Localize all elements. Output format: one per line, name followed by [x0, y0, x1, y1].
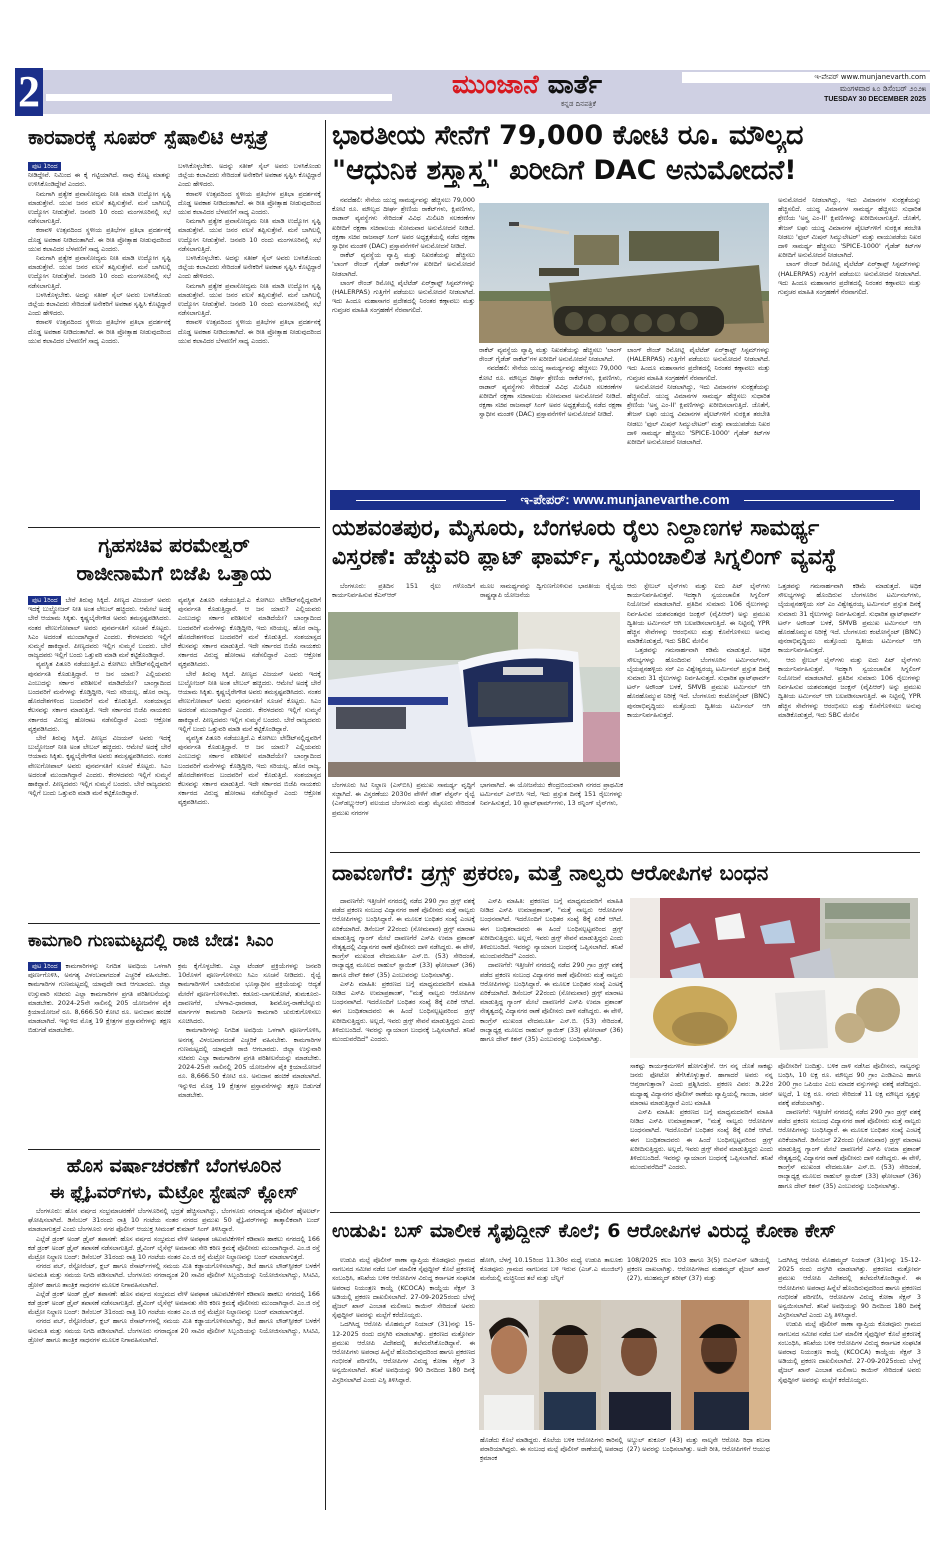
epaper-url[interactable]: ಇ-ಪೇಪರ್ www.munjanevarth.com — [682, 72, 930, 83]
railway-col-2 — [480, 781, 623, 843]
newyear-text-4: ಎಲ್ಲೆಡೆ ಡ್ರಂಕ್ ಅಂಡ್ ಡ್ರೈವ್ ತಪಾಸಣೆ: ಹೊಸ ವರ್ಷದ ಸಂಭ್ರಮದ ವೇಳೆ ಅಪಘಾತ ಚಟುವಟಿಕೆಗಳಿಗೆ ಕಡಿವಾಣ ಹಾಕಲು ನಗರದಲ್ಲಿ 166 ಕಡೆ ಡ್ರಂಕ್ ಅಂಡ್ ಡ್ರೈವ್ ತಪಾಸಣೆ ನಡೆಸಲಾಗುತ್ತಿದೆ. ಡ್ರೈವಿಂಗ್ ಲೈಸೆನ್ಸ್ ಅಮಾನತು ಸೇರಿ ಕಠಿಣ ಕ್ರಮಕ್ಕೆ ಪೊಲೀಸರು ಮುಂದಾಗಿದ್ದಾರೆ. ಎಂ.ಜಿ ರಸ್ತೆ ಮೆಟ್ರೋ ನಿಲ್ದಾಣ ಬಂದ್: ಡಿಸೆಂಬರ್ 31ರಂದು ರಾತ್ರಿ 10 ಗಂಟೆಯ ನಂತರ ಎಂ.ಜಿ ರಸ್ತೆ ಮೆಟ್ರೋ ನಿಲ್ದಾಣವನ್ನು ಬಂದ್ ಮಾಡಲಾಗುತ್ತದೆ. — [28, 1289, 320, 1317]
masthead-divider — [46, 94, 392, 101]
udupi-col-2 — [480, 1256, 623, 1296]
dac-text-1: ನವದೆಹಲಿ: ಸೇನೆಯ ಯುದ್ಧ ಸಾಮರ್ಥ್ಯವನ್ನು ಹೆಚ್ಚಿಸಲು 79,000 ಕೋಟಿ ರೂ. ಮೌಲ್ಯದ ದೀರ್ಘ ಶ್ರೇಣಿಯ ರಾಕೆಟ್‌ಗಳು, ಕ್ಷಿಪಣಿಗಳು, ರಾಡಾರ್ ವ್ಯವಸ್ಥೆಗಳು ಸೇರಿದಂತೆ ವಿವಿಧ ಮಿಲಿಟರಿ ಸಲಕರಣೆಗಳ ಖರೀದಿಗೆ ರಕ್ಷಣಾ ಸಚಿವಾಲಯ ಸೋಮವಾರ ಅನುಮೋದನೆ ನೀಡಿದೆ. ರಕ್ಷಣಾ ಸಚಿವ ರಾಜನಾಥ್ ಸಿಂಗ್ ಅವರ ಅಧ್ಯಕ್ಷತೆಯಲ್ಲಿ ನಡೆದ ರಕ್ಷಣಾ ಸ್ವಾಧೀನ ಮಂಡಳಿ (DAC) ಪ್ರಸ್ತಾವನೆಗಳಿಗೆ ಅನುಮೋದನೆ ನೀಡಿದೆ. — [332, 196, 475, 251]
udupi-col-2b — [480, 1436, 623, 1508]
karwar-text-3: ಕರಾವಳಿ ಉತ್ಸವದಿಂದ ಸ್ಥಳೀಯ ಪ್ರತಿಭೆಗಳ ಪ್ರತಿಭಾ ಪ್ರದರ್ಶನಕ್ಕೆ ದೊಡ್ಡ ಅವಕಾಶ ನೀಡಿದಂತಾಗಿದೆ. ಈ ರೀತಿ ಪ್ರೋತ್ಸಾಹ ನೀಡುವುದರಿಂದ ಯುವ ಕಲಾವಿದರ ಬೆಳವಣಿಗೆ ಸಾಧ್ಯ ಎಂದರು. — [28, 226, 171, 253]
davanagere-text-4: ಪೊಲೀಸರಿಗೆ ಬಂದಿತ್ತು. ಬಳಿಕ ದಾಳಿ ನಡೆಸಿದ ಪೊಲೀಸರು, ನಾಲ್ವರನ್ನು ಬಂಧಿಸಿ, 10 ಲಕ್ಷ ರೂ. ಮೌಲ್ಯದ 90 ಗ್ರಾಂ ಎಂಡಿಎಂಎ ಹಾಗೂ 200 ಗ್ರಾಂ ಒಪಿಯಂ ಎಂಬ ಮಾದಕ ವಸ್ತುಗಳನ್ನು ವಶಕ್ಕೆ ಪಡೆದಿದ್ದರು. ಅಲ್ಲದೆ, 1 ಲಕ್ಷ ರೂ. ನಗದು ಸೇರಿದಂತೆ 11 ಲಕ್ಷ ಮೌಲ್ಯದ ಸ್ವತ್ತನ್ನು ವಶಕ್ಕೆ ಪಡೆಯಲಾಗಿತ್ತು. — [778, 1062, 921, 1107]
newyear-text-5: ನಗರದ ಪಬ್, ರೆಸ್ಟೋರೆಂಟ್, ಕ್ಲಬ್ ಹಾಗೂ ರೆಸಾರ್ಟ್‌ಗಳಲ್ಲಿ ಸಮಯ ಮಿತಿ ಕಡ್ಡಾಯಗೊಳಿಸಲಾಗಿದ್ದು, ಡಿಜೆ ಹಾಗೂ ಲೌಡ್‌ಸ್ಪೀಕರ್ ಬಳಕೆಗೆ ಅನುಮತಿ ಮತ್ತು ಸಮಯ ನಿಗದಿ ಪಡಿಸಲಾಗಿದೆ. ಬೆಂಗಳೂರು ನಗರಾದ್ಯಂತ 20 ಸಾವಿರ ಪೊಲೀಸ್ ಸಿಬ್ಬಂದಿಯನ್ನು ನಿಯೋಜಿಸಲಾಗಿದ್ದು, ಸಿಸಿಟಿವಿ, ಡ್ರೋನ್ ಹಾಗೂ ತಾಂತ್ರಿಕ ಸಾಧನಗಳ ಮೂಲಕ ನಿಗಾವಹಿಸಲಾಗಿದೆ. — [28, 1317, 320, 1344]
railway-text-1a: ಬೆಂಗಳೂರು: ಪ್ರತಿದಿನ 151 ರೈಲು ಗಳೊಂದಿಗೆ ಕಾರ್ಯನಿರ್ವಹಿಸುವ ಕೆಎಸ್ಆರ್ — [332, 582, 475, 600]
udupi-col-4 — [778, 1256, 921, 1508]
section-rule — [28, 527, 320, 528]
kamagari-text-2b: ಕಾಮಗಾರಿಗಳನ್ನು ನಿಗದಿತ ಅವಧಿಯ ಒಳಗಾಗಿ ಪೂರ್ಣಗೊಳಿಸಿ, ಅನಗತ್ಯ ವಿಳಂಬವಾಗದಂತೆ ಎಚ್ಚರಿಕೆ ವಹಿಸಬೇಕು. ಕಾಮಗಾರಿಗಳ ಗುಣಮಟ್ಟದಲ್ಲಿ ಯಾವುದೇ ರಾಜಿ ಆಗಬಾರದು. ಜಿಲ್ಲಾ ಉಸ್ತುವಾರಿ ಸಚಿವರು ಎಲ್ಲಾ ಕಾಮಗಾರಿಗಳ ಪ್ರಗತಿ ಪರಿಶೀಲನೆಯನ್ನು ಮಾಡಬೇಕು. 2024-25ನೇ ಸಾಲಿನಲ್ಲಿ 205 ಯೋಜನೆಗಳ ಪೈಕಿ ಕ್ರಿಯಾಯೋಜನೆ ರೂ. 8,666.50 ಕೋಟಿ ರೂ. ಅನುದಾನ ಹಂಚಿಕೆ ಮಾಡಲಾಗಿದೆ. ಇನ್ನುಳಿದ ಮೊತ್ತ 19 ಕ್ಷೇತ್ರಗಳ ಪ್ರಸ್ತಾವನೆಗಳನ್ನು ತಕ್ಷಣ ಬಿಡುಗಡೆ ಮಾಡಬೇಕು. — [178, 1026, 321, 1099]
drugs-photo — [630, 898, 918, 1058]
railway-text-2a: ಮೂಲ ಸಾಮರ್ಥ್ಯವನ್ನು ದ್ವಿಗುಣಗೊಳಿಸುವ ಭಾರತೀಯ ರೈಲ್ವೆಯ ರಾಷ್ಟ್ರವ್ಯಾಪಿ ಯೋಜನೆಯ — [480, 582, 623, 600]
parameshwar-text-2b: ಬೇರೆ ತಿರುವು ಸಿಕ್ಕಿದೆ. ಪೀಣ್ಯದ ವಿಜಯನ್ ಅವರು ಇದಕ್ಕೆ ಬುಲ್ಡೋಜರ್ ನೀತಿ ಅಂತ ಲೇಬಲ್ ಹಚ್ಚಿದರು. ಆಮೇಲೆ ಅದಕ್ಕೆ ಬೇರೆ ಆಯಾಮ ಸಿಕ್ಕಿತು. ಕೃಷ್ಣಬೈರೇಗೌಡ ಅವರು ತಮಸ್ಪಷ್ಟಪಡಿಸಿದರು. ನಂತರ ವೇಣುಗೋಪಾಲ್ ಅವರು ಪುನರ್ವಸತಿಗೆ ಸೂಚನೆ ಕೊಟ್ಟರು. ಸಿಎಂ ಅದರಂತೆ ಮುಂದಾಗಿದ್ದಾರೆ ಎಂದರು. ಕೇರಳದವರು ಇಲ್ಲಿಗೆ ಸುಮ್ಮನೆ ಹಾಕಿದ್ದಾರೆ. ಪೀಣ್ಯದವರು ಇಲ್ಲಿಗ ಸುಮ್ಮನೆ ಬಂದರು. ಬೇರೆ ರಾಜ್ಯದವರು ಇಲ್ಲಿಗೆ ಬಂದು ಒತ್ತುವರಿ ಮಾಡಿ ಮನೆ ಕಟ್ಟಿಕೊಂಡಿದ್ದಾರೆ. — [178, 669, 321, 733]
dac-text-4: ಅನುಮೋದನೆ ನೀಡಲಾಗಿದ್ದು, ಇದು ವಿಮಾನಗಳ ಸುರಕ್ಷತೆಯನ್ನು ಹೆಚ್ಚಿಸಲಿದೆ. ಯುದ್ಧ ವಿಮಾನಗಳ ಸಾಮರ್ಥ್ಯ ಹೆಚ್ಚಿಸಲು ಸುಧಾರಿತ ಶ್ರೇಣಿಯ 'ಅಸ್ತ್ರ ಎಂ-II' ಕ್ಷಿಪಣಿಗಳನ್ನು ಖರೀದಿಸಲಾಗುತ್ತಿದೆ. ಜೊತೆಗೆ, ತೇಜಸ್ ಲಘು ಯುದ್ಧ ವಿಮಾನಗಳ ಪೈಲಟ್‌ಗಳಿಗೆ ಸುರಕ್ಷಿತ ತರಬೇತಿ ನೀಡಲು 'ಫುಲ್ ಮಿಷನ್ ಸಿಮ್ಯುಲೇಟರ್' ಮತ್ತು ವಾಯುಪಡೆಯ ನಿಖರ ದಾಳಿ ಸಾಮರ್ಥ್ಯ ಹೆಚ್ಚಿಸಲು 'SPICE-1000' ಗೈಡೆಡ್ ಕಿಟ್‌ಗಳ ಖರೀದಿಗೆ ಅನುಮೋದನೆ ನೀಡಲಾಗಿದೆ. — [778, 196, 921, 260]
tank-photo — [479, 203, 769, 343]
railway-text-3b: ಒತ್ತಡವನ್ನು ಗಮನಾರ್ಹವಾಗಿ ಕಡಿಮೆ ಮಾಡುತ್ತದೆ. ಅಧಿಕ ಸೌಲಭ್ಯಗಳನ್ನು ಹೊಂದಿರುವ ಬೆಂಗಳೂರಿನ ಟರ್ಮಿನಲ್‌ಗಳು, ಬೈಯಪ್ಪನಹಳ್ಳಿಯ ಸರ್ ಎಂ ವಿಶ್ವೇಶ್ವರಯ್ಯ ಟರ್ಮಿನಲ್ ಪ್ರಸ್ತುತ ದಿನಕ್ಕೆ ಸುಮಾರು 31 ರೈಲುಗಳನ್ನು ನಿರ್ವಹಿಸುತ್ತದೆ. ಸುಧಾರಿತ ಪ್ಲಾಟ್‌ಫಾರ್ಮ್ ಟರ್ನ್ ಅರೌಂಡ್ ಬಳಕೆ, SMVB ಪ್ರಮುಖ ಟರ್ಮಿನಲ್ ಆಗಿ ಹೊರಹೊಮ್ಮುವ ನಿರೀಕ್ಷೆ ಇದೆ. ಬೆಂಗಳೂರು ಕಂಟೋನ್ಮೆಂಟ್ (BNC) ಪುನರಾಭಿವೃದ್ಧಿಯು ಮತ್ತೊಂದು ದ್ವಿತೀಯ ಟರ್ಮಿನಲ್ ಆಗಿ ಕಾರ್ಯನಿರ್ವಹಿಸುತ್ತದೆ. — [627, 646, 770, 719]
udupi-col-3 — [627, 1256, 770, 1296]
udupi-text-1: ಉಡುಪಿ ಮಲ್ಪೆ ಪೊಲೀಸ್ ಠಾಣಾ ವ್ಯಾಪ್ತಿಯ ಕೊಡವೂರು ಗ್ರಾಮದ ನಾಗಬನದ ಸಮೀಪ ನಡೆದ ಬಸ್ ಮಾಲೀಕ ಸೈಫುದ್ದೀನ್ ಕೊಲೆ ಪ್ರಕರಣಕ್ಕೆ ಸಂಬಂಧಿಸಿ, ತನಿಖೆಯ ಬಳಿಕ ಆರೋಪಿಗಳ ವಿರುದ್ಧ ಕರ್ನಾಟಕ ಸಂಘಟಿತ ಅಪರಾಧ ನಿಯಂತ್ರಣ ಕಾಯ್ದೆ (KCOCA) ಕಾಯ್ದೆಯ ಸೆಕ್ಷನ್ 3 ಅಡಿಯಲ್ಲಿ ಪ್ರಕರಣ ದಾಖಲಿಸಲಾಗಿದೆ. 27-09-2025ರಂದು ಬೆಳಗ್ಗೆ ಫೈಜಲ್ ಖಾನ್ ಎಂಬಾತ ಮಲಿಸಾಬ ಕಾಯಿನ್ ಸೇರಿದಂತೆ ಅವರು ಸೈಫುದ್ದೀನ್ ಅವರನ್ನು ಮಲ್ಪೆಗೆ ಕರೆದೊಯ್ದರು. — [332, 1256, 475, 1320]
davanagere-text-3b: ಎಸ್‌ಪಿ ಮಾಹಿತಿ: ಪ್ರಕರಣದ ಬಗ್ಗೆ ಮಾಧ್ಯಮದವರಿಗೆ ಮಾಹಿತಿ ನೀಡಿದ ಎಸ್‌ಪಿ ಉಮಾಪ್ರಶಾಂತ್, "ಮತ್ತೆ ನಾಲ್ವರು ಆರೋಪಿಗಳ ಬಂಧನವಾಗಿದೆ. ಇದರೊಂದಿಗೆ ಬಂಧಿತರ ಸಂಖ್ಯೆ 8ಕ್ಕೆ ಏರಿಕೆ ಆಗಿದೆ. ಈಗ ಬಂಧಿತರಾದವರು ಈ ಹಿಂದೆ ಬಂಧಿಸಲ್ಪಟ್ಟವರಿಂದ ಡ್ರಗ್ಸ್ ಖರೀದಿಸುತ್ತಿದ್ದರು. ಅಲ್ಲದೆ, ಇವರು ಡ್ರಗ್ಸ್ ಸೇವನೆ ಮಾಡುತ್ತಿದ್ದರು ಎಂದು ತಿಳಿದುಬಂದಿದೆ. ಇವರನ್ನು ನ್ಯಾಯಾಂಗ ಬಂಧನಕ್ಕೆ ಒಪ್ಪಿಸಲಾಗಿದೆ. ತನಿಖೆ ಮುಂದುವರೆದಿದೆ" ಎಂದರು. — [630, 1108, 773, 1172]
karwar-text-11: ನಿಮಗಾಗಿ ಪ್ರತ್ಯೇಕ ಪ್ರವಾಸೋದ್ಯಮ ನೀತಿ ಮಾಡಿ ಉದ್ಯೋಗ ಸೃಷ್ಟಿ ಮಾಡುತ್ತೇವೆ. ಯುವ ಜನರ ವಲಸೆ ತಪ್ಪಿಸುತ್ತೇವೆ. ಮನೆ ಬಾಗಿಲಲ್ಲಿ ಉದ್ಯೋಗ ನೀಡುತ್ತೇವೆ. ಜನವರಿ 10 ರಂದು ಮಂಗಳೂರಿನಲ್ಲಿ ಸಭೆ ನಡೆಸಲಾಗುತ್ತಿದೆ. — [178, 281, 321, 318]
parameshwar-text-1c: ಬೇರೆ ತಿರುವು ಸಿಕ್ಕಿದೆ. ಪೀಣ್ಯದ ವಿಜಯನ್ ಅವರು ಇದಕ್ಕೆ ಬುಲ್ಡೋಜರ್ ನೀತಿ ಅಂತ ಲೇಬಲ್ ಹಚ್ಚಿದರು. ಆಮೇಲೆ ಅದಕ್ಕೆ ಬೇರೆ ಆಯಾಮ ಸಿಕ್ಕಿತು. ಕೃಷ್ಣಬೈರೇಗೌಡ ಅವರು ತಮಸ್ಪಷ್ಟಪಡಿಸಿದರು. ನಂತರ ವೇಣುಗೋಪಾಲ್ ಅವರು ಪುನರ್ವಸತಿಗೆ ಸೂಚನೆ ಕೊಟ್ಟರು. ಸಿಎಂ ಅದರಂತೆ ಮುಂದಾಗಿದ್ದಾರೆ ಎಂದರು. ಕೇರಳದವರು ಇಲ್ಲಿಗೆ ಸುಮ್ಮನೆ ಹಾಕಿದ್ದಾರೆ. ಪೀಣ್ಯದವರು ಇಲ್ಲಿಗ ಸುಮ್ಮನೆ ಬಂದರು. ಬೇರೆ ರಾಜ್ಯದವರು ಇಲ್ಲಿಗೆ ಬಂದು ಒತ್ತುವರಿ ಮಾಡಿ ಮನೆ ಕಟ್ಟಿಕೊಂಡಿದ್ದಾರೆ. — [28, 734, 171, 798]
newyear-text-1: ಬೆಂಗಳೂರು: ಹೊಸ ವರ್ಷದ ಸಂಭ್ರಮಾಚರಣೆಗೆ ಬೆಂಗಳೂರಿನಲ್ಲಿ ಭದ್ರತೆ ಹೆಚ್ಚಿಸಲಾಗಿದ್ದು, ಬೆಂಗಳೂರು ನಗರಾದ್ಯಂತ ಪೊಲೀಸ್ ಹೈಅಲರ್ಟ್ ಘೋಷಿಸಲಾಗಿದೆ. ಡಿಸೆಂಬರ್ 31ರಂದು ರಾತ್ರಿ 10 ಗಂಟೆಯ ನಂತರ ನಗರದ ಪ್ರಮುಖ 50 ಫ್ಲೈಓವರ್‌ಗಳನ್ನು ತಾತ್ಕಾಲಿಕವಾಗಿ ಬಂದ್ ಮಾಡಲಾಗುತ್ತದೆ ಎಂದು ಬೆಂಗಳೂರು ನಗರ ಪೊಲೀಸ್ ಆಯುಕ್ತ ಸೀಮಂತ್ ಕುಮಾರ್ ಸಿಂಗ್ ತಿಳಿಸಿದ್ದಾರೆ. — [28, 1207, 320, 1234]
karwar-text-2: ನಿಮಗಾಗಿ ಪ್ರತ್ಯೇಕ ಪ್ರವಾಸೋದ್ಯಮ ನೀತಿ ಮಾಡಿ ಉದ್ಯೋಗ ಸೃಷ್ಟಿ ಮಾಡುತ್ತೇವೆ. ಯುವ ಜನರ ವಲಸೆ ತಪ್ಪಿಸುತ್ತೇವೆ. ಮನೆ ಬಾಗಿಲಲ್ಲಿ ಉದ್ಯೋಗ ನೀಡುತ್ತೇವೆ. ಜನವರಿ 10 ರಂದು ಮಂಗಳೂರಿನಲ್ಲಿ ಸಭೆ ನಡೆಸಲಾಗುತ್ತಿದೆ. — [28, 189, 171, 226]
railway-text-4b: ಆರು ಸ್ಟೇಬಲ್ ಲೈನ್‌ಗಳು ಮತ್ತು ಐದು ಪಿಟ್ ಲೈನ್‌ಗಳು ಕಾರ್ಯನಿರ್ವಹಿಸುತ್ತವೆ. ಇದಕ್ಕಾಗಿ ಸ್ವಯಂಚಾಲಿತ ಸಿಗ್ನಲಿಂಗ್ ನಿಯೋಜನೆ ಮಾಡಲಾಗಿದೆ. ಪ್ರತಿದಿನ ಸುಮಾರು 106 ರೈಲುಗಳನ್ನು ನಿರ್ವಹಿಸುವ ಯಶವಂತಪುರ ಜಂಕ್ಷನ್ (ವೈಪಿಆರ್) ಅನ್ನು ಪ್ರಮುಖ ದ್ವಿತೀಯ ಟರ್ಮಿನಲ್ ಆಗಿ ಬಲಪಡಿಸಲಾಗುತ್ತಿದೆ. ಈ ನಿಟ್ಟಿನಲ್ಲಿ YPR ಹೆಚ್ಚಿನ ಸೇವೆಗಳನ್ನು ಆರಂಭಿಸಲು ಮತ್ತು ಕೊನೆಗೊಳಿಸಲು ಅನುವು ಮಾಡಿಕೊಡುತ್ತದೆ, ಇದು SBC ಮೇಲಿನ — [778, 655, 921, 719]
karwar-text-1: ನೀಡಿದ್ದೇವೆ. ನಿಮಿಂದ ಈ ಕೈ ಗಟ್ಟಿಯಾಗಿದೆ. ನಾವು ಕೊಟ್ಟ ಮಾತನ್ನು ಉಳಿಸಿಕೊಂಡಿದ್ದೇವೆ ಎಂದರು. — [28, 171, 171, 189]
newyear-headline-2: ಈ ಫ್ಲೈಓವರ್‌ಗಳು, ಮೆಟ್ರೋ ಸ್ಟೇಷನ್ ಕ್ಲೋಸ್ — [49, 1183, 299, 1203]
davanagere-col-3 — [630, 1062, 773, 1195]
davanagere-col-2 — [480, 897, 623, 1195]
dac-col-4 — [778, 196, 921, 482]
udupi-text-1b: ಒದಗಿಸಿದ್ದ ಆರೋಪಿ ಮೊಹಮ್ಮದ್ ನಿಯಾಜ್ (31)ನನ್ನು 15-12-2025 ರಂದು ದಸ್ತಗಿರಿ ಮಾಡಲಾಗಿತ್ತು. ಪ್ರಕರಣದ ಮತ್ತೋರ್ವ ಪ್ರಮುಖ ಆರೋಪಿ ವಿದೇಶದಲ್ಲಿ ತಲೆಮರೆಸಿಕೊಂಡಿದ್ದಾನೆ. ಈ ಆರೋಪಿಗಳು ಅಪರಾಧ ಹಿನ್ನೆಲೆ ಹೊಂದಿರುವುದರಿಂದ ಹಾಗೂ ಪ್ರಕರಣದ ಗಂಭೀರತೆ ಪರಿಗಣಿಸಿ, ಆರೋಪಿಗಳ ವಿರುದ್ಧ ಕೋಕಾ ಸೆಕ್ಷನ್ 3 ಅನ್ವಯಿಸಲಾಗಿದೆ. ತನಿಖೆ ಅವಧಿಯನ್ನು 90 ದಿನದಿಂದ 180 ದಿನಕ್ಕೆ ವಿಸ್ತರಿಸಲಾಗಿದೆ ಎಂದು ಎಸ್ಪಿ ತಿಳಿಸಿದ್ದಾರೆ. — [332, 1320, 475, 1384]
karwar-text-4: ನಿಮಗಾಗಿ ಪ್ರತ್ಯೇಕ ಪ್ರವಾಸೋದ್ಯಮ ನೀತಿ ಮಾಡಿ ಉದ್ಯೋಗ ಸೃಷ್ಟಿ ಮಾಡುತ್ತೇವೆ. ಯುವ ಜನರ ವಲಸೆ ತಪ್ಪಿಸುತ್ತೇವೆ. ಮನೆ ಬಾಗಿಲಲ್ಲಿ ಉದ್ಯೋಗ ನೀಡುತ್ತೇವೆ. ಜನವರಿ 10 ರಂದು ಮಂಗಳೂರಿನಲ್ಲಿ ಸಭೆ ನಡೆಸಲಾಗುತ್ತಿದೆ. — [28, 254, 171, 290]
udupi-text-3b: ಅಬ್ದುಲ್ ಶುಕೂರ್ (43) ಮತ್ತು ನಾಲ್ಕನೇ ಆರೋಪಿ ರಿಧಾ ಶಬನಾ (27) ಅವರನ್ನು ಬಂಧಿಸಲಾಗಿತ್ತು. ಅದೇ ರೀತಿ, ಆರೋಪಿಗಳಿಗೆ ಆಯುಧ — [627, 1436, 770, 1454]
railway-col-3 — [627, 582, 770, 844]
continued-badge: ಪುಟ 1ರಿಂದ — [28, 962, 61, 971]
parameshwar-text-2c: ವ್ಯವಸ್ಥಿತ ಪಿತೂರಿ ನಡೆಯುತ್ತಿದೆ.ಎ ಕೋಗಿಲು ಲೇಔಟ್‌ನಲ್ಲಿದ್ದವರಿಗೆ ಪುನರ್ವಸತಿ ಕೊಡುತ್ತಿದ್ದಾರೆ. ಆ ಜನ ಯಾರು? ಎಲ್ಲಿಯವರು ಎಂಬುದನ್ನು ಸರ್ಕಾರ ಪರಿಶೀಲನೆ ಮಾಡಿದೆಯೇ? ಬಾಂಗ್ಲಾದಿಂದ ಬಂದವರಿಗೆ ಮನೆಗಳನ್ನು ಕೊಡ್ತಿದ್ದೀರಿ, ಇದು ಸರಿಯಲ್ಲ. ಹೊರ ರಾಜ್ಯ, ಹೊರದೇಶಗಳಿಂದ ಬಂದವರಿಗೆ ಮನೆ ಕೊಡುತ್ತಿದೆ. ಸಂಶಯಾಸ್ಪದ ಕೆಲಸವನ್ನು ಸರ್ಕಾರ ಮಾಡುತ್ತಿದೆ. ಇದೇ ಸರ್ಕಾರದ ಬಿಜೆಪಿ ನಾಯಕರು ಸರ್ಕಾರದ ವಿರುದ್ಧ ಹೋರಾಟ ನಡೆಸಲಿದ್ದಾರೆ ಎಂದು ಆಕ್ರೋಶ ವ್ಯಕ್ತಪಡಿಸಿದರು. — [178, 734, 321, 807]
udupi-col-1 — [332, 1256, 475, 1508]
logo-title-red: ಮುಂಜಾನೆ — [452, 70, 539, 100]
davanagere-col-1 — [332, 897, 475, 1195]
davanagere-text-3: ಸಾಕಷ್ಟು ಕಾರ್ಯಕ್ರಮಗಳಿಗೆ ಹೋಗುತ್ತೇನೆ. ಆಗ ನನ್ನ ಜೊತೆ ಸಾಕಷ್ಟು ಜನರು ಫೋಟೋ ತೆಗೆಸಿಕೊಳ್ಳುತ್ತಾರೆ. ಹಾಗಾದರೆ ಅವರು ನನ್ನ ಆಪ್ತರಾಗುತ್ತಾರಾ? ಎಂದು ಪ್ರಶ್ನಿಸಿದರು. ಪ್ರಕರಣ ವಿವರ: ಡಿ.22ರ ಮಧ್ಯಾಹ್ನ ವಿದ್ಯಾನಗರ ಪೊಲೀಸ್ ಠಾಣೆಯ ವ್ಯಾಪ್ತಿಯಲ್ಲಿ ಗಾಂಜಾ, ಚರಸ್ ಮಾರಾಟ ಮಾಡುತ್ತಿದ್ದಾರೆ ಎಂಬ ಮಾಹಿತಿ — [630, 1062, 773, 1107]
karwar-text-7: ಬಳಸಿಕೊಳ್ಳಬೇಕು. ಅದನ್ನು ಸತೀಶ್ ಸೈಲ್ ಅವರು ಬಳಸಿಕೊಂಡು ಜಿಲ್ಲೆಯ ಕಲಾವಿದರು ಸೇರಿದಂತೆ ಅನೇಕರಿಗೆ ಅವಕಾಶ ಸೃಷ್ಟಿಸಿ ಕೊಟ್ಟಿದ್ದಾರೆ ಎಂದು ಹೇಳಿದರು. — [178, 162, 321, 189]
column-divider — [325, 120, 326, 1510]
accused-portrait — [479, 1300, 539, 1430]
kamagari-col-1 — [28, 962, 171, 1140]
railway-col-4 — [778, 582, 921, 844]
page-number: 2 — [15, 68, 43, 116]
section-rule — [330, 1212, 920, 1213]
date-kannada: ಮಂಗಳವಾರ ೩೦ ಡಿಸೆಂಬರ್ ೨೦೨೫ — [839, 84, 926, 93]
udupi-text-4b: ಉಡುಪಿ ಮಲ್ಪೆ ಪೊಲೀಸ್ ಠಾಣಾ ವ್ಯಾಪ್ತಿಯ ಕೊಡವೂರು ಗ್ರಾಮದ ನಾಗಬನದ ಸಮೀಪ ನಡೆದ ಬಸ್ ಮಾಲೀಕ ಸೈಫುದ್ದೀನ್ ಕೊಲೆ ಪ್ರಕರಣಕ್ಕೆ ಸಂಬಂಧಿಸಿ, ತನಿಖೆಯ ಬಳಿಕ ಆರೋಪಿಗಳ ವಿರುದ್ಧ ಕರ್ನಾಟಕ ಸಂಘಟಿತ ಅಪರಾಧ ನಿಯಂತ್ರಣ ಕಾಯ್ದೆ (KCOCA) ಕಾಯ್ದೆಯ ಸೆಕ್ಷನ್ 3 ಅಡಿಯಲ್ಲಿ ಪ್ರಕರಣ ದಾಖಲಿಸಲಾಗಿದೆ. 27-09-2025ರಂದು ಬೆಳಗ್ಗೆ ಫೈಜಲ್ ಖಾನ್ ಎಂಬಾತ ಮಲಿಸಾಬ ಕಾಯಿನ್ ಸೇರಿದಂತೆ ಅವರು ಸೈಫುದ್ದೀನ್ ಅವರನ್ನು ಮಲ್ಪೆಗೆ ಕರೆದೊಯ್ದರು. — [778, 1320, 921, 1384]
davanagere-text-2b: ದಾವಣಗೆರೆ: ಇತ್ತೀಚೆಗೆ ನಗರದಲ್ಲಿ ನಡೆದ 290 ಗ್ರಾಂ ಡ್ರಗ್ಸ್ ವಶಕ್ಕೆ ಪಡೆದ ಪ್ರಕರಣ ಸಂಬಂಧ ವಿದ್ಯಾನಗರ ಠಾಣೆ ಪೊಲೀಸರು ಮತ್ತೆ ನಾಲ್ವರು ಆರೋಪಿಗಳನ್ನು ಬಂಧಿಸಿದ್ದಾರೆ. ಈ ಮೂಲಕ ಬಂಧಿತರ ಸಂಖ್ಯೆ ಎಂಟಕ್ಕೆ ಏರಿಕೆಯಾಗಿದೆ. ಡಿಸೆಂಬರ್ 22ರಂದು (ಸೋಮವಾರ) ಡ್ರಗ್ಸ್ ಮಾರಾಟ ಮಾಡುತ್ತಿದ್ದ ಗ್ಯಾಂಗ್ ಮೇಲೆ ದಾವಣಗೆರೆ ಎಸ್‌ಪಿ ಉಮಾ ಪ್ರಶಾಂತ್ ನೇತೃತ್ವದಲ್ಲಿ ವಿದ್ಯಾನಗರ ಠಾಣೆ ಪೊಲೀಸರು ದಾಳಿ ನಡೆಸಿದ್ದರು. ಈ ವೇಳೆ, ಕಾಂಗ್ರೆಸ್ ಮುಖಂಡ ವೇದಮೂರ್ತಿ ಎಸ್.ಬಿ. (53) ಸೇರಿದಂತೆ, ರಾಜ್ಯಾಧ್ಯಕ್ಷ ಮೂಲದ ರಾಹುಲ್ ಸ್ಟಾಯಿಕ್ (33) ಘೋಲಾಪ್ (36) ಹಾಗೂ ದೇವ್ ಕಿಶನ್ (35) ಎಂಬುವರನ್ನು ಬಂಧಿಸಲಾಗಿತ್ತು. — [480, 961, 623, 1044]
davanagere-headline: ದಾವಣಗೆರೆ: ಡ್ರಗ್ಸ್ ಪ್ರಕರಣ, ಮತ್ತೆ ನಾಲ್ವರು ಆರೋಪಿಗಳ ಬಂಧನ — [332, 861, 769, 885]
logo-title-black: ವಾರ್ತೆ — [547, 70, 602, 100]
railway-text-1: ಬೆಂಗಳೂರು ಸಿಟಿ ನಿಲ್ದಾಣ (ಎಸ್‌ಬಿಸಿ) ಪ್ರಮುಖ ಸಾಮರ್ಥ್ಯ ವೃದ್ಧಿಗೆ ಸಜ್ಜಾಗಿದೆ. ಈ ವಿಸ್ತರಣೆಯು 2030ರ ವೇಳೆಗೆ ಸೌತ್ ವೆಸ್ಟರ್ನ್ ರೈಲ್ವೆ (ಎಸ್‌ಡಬ್ಲ್ಯುಆರ್) ವಲಯದ ಬೆಂಗಳೂರು ಮತ್ತು ಮೈಸೂರು ಸೇರಿದಂತೆ ಪ್ರಮುಖ ನಗರಗಳ — [332, 781, 475, 817]
karwar-text-5: ಬಳಸಿಕೊಳ್ಳಬೇಕು. ಅದನ್ನು ಸತೀಶ್ ಸೈಲ್ ಅವರು ಬಳಸಿಕೊಂಡು ಜಿಲ್ಲೆಯ ಕಲಾವಿದರು ಸೇರಿದಂತೆ ಅನೇಕರಿಗೆ ಅವಕಾಶ ಸೃಷ್ಟಿಸಿ ಕೊಟ್ಟಿದ್ದಾರೆ ಎಂದು ಹೇಳಿದರು. — [28, 290, 171, 318]
railway-headline-1: ಯಶವಂತಪುರ, ಮೈಸೂರು, ಬೆಂಗಳೂರು ರೈಲು ನಿಲ್ದಾಣಗಳ ಸಾಮರ್ಥ್ಯ — [332, 516, 820, 541]
karwar-text-6: ಕರಾವಳಿ ಉತ್ಸವದಿಂದ ಸ್ಥಳೀಯ ಪ್ರತಿಭೆಗಳ ಪ್ರತಿಭಾ ಪ್ರದರ್ಶನಕ್ಕೆ ದೊಡ್ಡ ಅವಕಾಶ ನೀಡಿದಂತಾಗಿದೆ. ಈ ರೀತಿ ಪ್ರೋತ್ಸಾಹ ನೀಡುವುದರಿಂದ ಯುವ ಕಲಾವಿದರ ಬೆಳವಣಿಗೆ ಸಾಧ್ಯ ಎಂದರು. — [28, 318, 171, 345]
dac-text-3: ಲಾಂಗ್ ರೇಂಜ್ ರಿಮೋಟ್ಲಿ ಪೈಲೆಟೆಡ್ ಏರ್‌ಕ್ರಾಫ್ಟ್ ಸಿಸ್ಟಮ್‌ಗಳನ್ನು (HALERPAS) ಗುತ್ತಿಗೆಗೆ ಪಡೆಯಲು ಅನುಮೋದನೆ ನೀಡಲಾಗಿದೆ. ಇದು ಹಿಂದೂ ಮಹಾಸಾಗರ ಪ್ರದೇಶದಲ್ಲಿ ನಿರಂತರ ಕಣ್ಗಾವಲು ಮತ್ತು ಗುಪ್ತಚರ ಮಾಹಿತಿ ಸಂಗ್ರಹಣೆಗೆ ನೆರವಾಗಲಿದೆ. — [627, 346, 770, 382]
newyear-headline-1: ಹೊಸ ವರ್ಷಾಚರಣೆಗೆ ಬೆಂಗಳೂರಿನ — [66, 1155, 282, 1177]
date-english: TUESDAY 30 DECEMBER 2025 — [824, 96, 926, 103]
train-photo — [328, 612, 620, 777]
dac-text-3b: ಅನುಮೋದನೆ ನೀಡಲಾಗಿದ್ದು, ಇದು ವಿಮಾನಗಳ ಸುರಕ್ಷತೆಯನ್ನು ಹೆಚ್ಚಿಸಲಿದೆ. ಯುದ್ಧ ವಿಮಾನಗಳ ಸಾಮರ್ಥ್ಯ ಹೆಚ್ಚಿಸಲು ಸುಧಾರಿತ ಶ್ರೇಣಿಯ 'ಅಸ್ತ್ರ ಎಂ-II' ಕ್ಷಿಪಣಿಗಳನ್ನು ಖರೀದಿಸಲಾಗುತ್ತಿದೆ. ಜೊತೆಗೆ, ತೇಜಸ್ ಲಘು ಯುದ್ಧ ವಿಮಾನಗಳ ಪೈಲಟ್‌ಗಳಿಗೆ ಸುರಕ್ಷಿತ ತರಬೇತಿ ನೀಡಲು 'ಫುಲ್ ಮಿಷನ್ ಸಿಮ್ಯುಲೇಟರ್' ಮತ್ತು ವಾಯುಪಡೆಯ ನಿಖರ ದಾಳಿ ಸಾಮರ್ಥ್ಯ ಹೆಚ್ಚಿಸಲು 'SPICE-1000' ಗೈಡೆಡ್ ಕಿಟ್‌ಗಳ ಖರೀದಿಗೆ ಅನುಮೋದನೆ ನೀಡಲಾಗಿದೆ. — [627, 382, 770, 447]
kamagari-headline: ಕಾಮಗಾರಿ ಗುಣಮಟ್ಟದಲ್ಲಿ ರಾಜಿ ಬೇಡ: ಸಿಎಂ — [28, 931, 274, 951]
davanagere-text-2: ಎಸ್‌ಪಿ ಮಾಹಿತಿ: ಪ್ರಕರಣದ ಬಗ್ಗೆ ಮಾಧ್ಯಮದವರಿಗೆ ಮಾಹಿತಿ ನೀಡಿದ ಎಸ್‌ಪಿ ಉಮಾಪ್ರಶಾಂತ್, "ಮತ್ತೆ ನಾಲ್ವರು ಆರೋಪಿಗಳ ಬಂಧನವಾಗಿದೆ. ಇದರೊಂದಿಗೆ ಬಂಧಿತರ ಸಂಖ್ಯೆ 8ಕ್ಕೆ ಏರಿಕೆ ಆಗಿದೆ. ಈಗ ಬಂಧಿತರಾದವರು ಈ ಹಿಂದೆ ಬಂಧಿಸಲ್ಪಟ್ಟವರಿಂದ ಡ್ರಗ್ಸ್ ಖರೀದಿಸುತ್ತಿದ್ದರು. ಅಲ್ಲದೆ, ಇವರು ಡ್ರಗ್ಸ್ ಸೇವನೆ ಮಾಡುತ್ತಿದ್ದರು ಎಂದು ತಿಳಿದುಬಂದಿದೆ. ಇವರನ್ನು ನ್ಯಾಯಾಂಗ ಬಂಧನಕ್ಕೆ ಒಪ್ಪಿಸಲಾಗಿದೆ. ತನಿಖೆ ಮುಂದುವರೆದಿದೆ" ಎಂದರು. — [480, 897, 623, 961]
railway-headline-2: ವಿಸ್ತರಣೆ: ಹೆಚ್ಚುವರಿ ಪ್ಲಾಟ್ ಫಾರ್ಮ್, ಸ್ವಯಂಚಾಲಿತ ಸಿಗ್ನಲಿಂಗ್ ವ್ಯವಸ್ಥೆ — [332, 545, 837, 570]
parameshwar-col-2 — [178, 596, 321, 914]
dac-col-1 — [332, 196, 475, 482]
davanagere-text-1: ದಾವಣಗೆರೆ: ಇತ್ತೀಚೆಗೆ ನಗರದಲ್ಲಿ ನಡೆದ 290 ಗ್ರಾಂ ಡ್ರಗ್ಸ್ ವಶಕ್ಕೆ ಪಡೆದ ಪ್ರಕರಣ ಸಂಬಂಧ ವಿದ್ಯಾನಗರ ಠಾಣೆ ಪೊಲೀಸರು ಮತ್ತೆ ನಾಲ್ವರು ಆರೋಪಿಗಳನ್ನು ಬಂಧಿಸಿದ್ದಾರೆ. ಈ ಮೂಲಕ ಬಂಧಿತರ ಸಂಖ್ಯೆ ಎಂಟಕ್ಕೆ ಏರಿಕೆಯಾಗಿದೆ. ಡಿಸೆಂಬರ್ 22ರಂದು (ಸೋಮವಾರ) ಡ್ರಗ್ಸ್ ಮಾರಾಟ ಮಾಡುತ್ತಿದ್ದ ಗ್ಯಾಂಗ್ ಮೇಲೆ ದಾವಣಗೆರೆ ಎಸ್‌ಪಿ ಉಮಾ ಪ್ರಶಾಂತ್ ನೇತೃತ್ವದಲ್ಲಿ ವಿದ್ಯಾನಗರ ಠಾಣೆ ಪೊಲೀಸರು ದಾಳಿ ನಡೆಸಿದ್ದರು. ಈ ವೇಳೆ, ಕಾಂಗ್ರೆಸ್ ಮುಖಂಡ ವೇದಮೂರ್ತಿ ಎಸ್.ಬಿ. (53) ಸೇರಿದಂತೆ, ರಾಜ್ಯಾಧ್ಯಕ್ಷ ಮೂಲದ ರಾಹುಲ್ ಸ್ಟಾಯಿಕ್ (33) ಘೋಲಾಪ್ (36) ಹಾಗೂ ದೇವ್ ಕಿಶನ್ (35) ಎಂಬುವರನ್ನು ಬಂಧಿಸಲಾಗಿತ್ತು. — [332, 897, 475, 979]
railway-text-2: ಭಾಗವಾಗಿದೆ. ಈ ಯೋಜನೆಯು ಕೇಂದ್ರಬಿಂದುವಾಗಿ ನಗರದ ಪ್ರಾಥಮಿಕ ಟರ್ಮಿನಲ್ ಎಸ್‌ಬಿಸಿ ಇದೆ, ಇದು ಪ್ರಸ್ತುತ ದಿನಕ್ಕೆ 151 ರೈಲುಗಳನ್ನು ನಿರ್ವಹಿಸುತ್ತದೆ, 10 ಪ್ಲಾಟ್‌ಫಾರ್ಮ್‌ಗಳು, 13 ರನ್ನಿಂಗ್ ಲೈನ್‌ಗಳು, — [480, 781, 623, 808]
udupi-text-2: ಹೋಗಿ, ಬೆಳಗ್ಗೆ 10.15ರಿಂದ 11.30ರ ಮಧ್ಯೆ ಉಡುಪಿ ತಾಲೂಕು ಕೊಡವೂರು ಗ್ರಾಮದ ನಾಗಬನದ ಬಳಿ ಇರುವ (ಎಚ್.ಎ ಮಂಜಿಲ್) ಮನೆಯಲ್ಲಿ ಮಚ್ಚಿನಿಂದ ತಲೆ ಮತ್ತು ಬೆನ್ನಿಗೆ — [480, 1256, 623, 1283]
udupi-text-2b: ಹೊಡೆದು ಕೊಲೆ ಮಾಡಿದ್ದರು. ಕೊಲೆಯ ಬಳಿಕ ಆರೋಪಿಗಳು ಕಾರಿನಲ್ಲಿ ಪರಾರಿಯಾಗಿದ್ದರು. ಈ ಸಂಬಂಧ ಮಲ್ಪೆ ಪೊಲೀಸ್ ಠಾಣೆಯಲ್ಲಿ ಅಪರಾಧ ಕ್ರಮಾಂಕ — [480, 1436, 623, 1463]
kamagari-col-2 — [178, 962, 321, 1140]
newyear-text-3: ನಗರದ ಪಬ್, ರೆಸ್ಟೋರೆಂಟ್, ಕ್ಲಬ್ ಹಾಗೂ ರೆಸಾರ್ಟ್‌ಗಳಲ್ಲಿ ಸಮಯ ಮಿತಿ ಕಡ್ಡಾಯಗೊಳಿಸಲಾಗಿದ್ದು, ಡಿಜೆ ಹಾಗೂ ಲೌಡ್‌ಸ್ಪೀಕರ್ ಬಳಕೆಗೆ ಅನುಮತಿ ಮತ್ತು ಸಮಯ ನಿಗದಿ ಪಡಿಸಲಾಗಿದೆ. ಬೆಂಗಳೂರು ನಗರಾದ್ಯಂತ 20 ಸಾವಿರ ಪೊಲೀಸ್ ಸಿಬ್ಬಂದಿಯನ್ನು ನಿಯೋಜಿಸಲಾಗಿದ್ದು, ಸಿಸಿಟಿವಿ, ಡ್ರೋನ್ ಹಾಗೂ ತಾಂತ್ರಿಕ ಸಾಧನಗಳ ಮೂಲಕ ನಿಗಾವಹಿಸಲಾಗಿದೆ. — [28, 1262, 320, 1289]
section-rule — [28, 923, 320, 924]
kamagari-text-1: ಕಾಮಗಾರಿಗಳನ್ನು ನಿಗದಿತ ಅವಧಿಯ ಒಳಗಾಗಿ ಪೂರ್ಣಗೊಳಿಸಿ, ಅನಗತ್ಯ ವಿಳಂಬವಾಗದಂತೆ ಎಚ್ಚರಿಕೆ ವಹಿಸಬೇಕು. ಕಾಮಗಾರಿಗಳ ಗುಣಮಟ್ಟದಲ್ಲಿ ಯಾವುದೇ ರಾಜಿ ಆಗಬಾರದು. ಜಿಲ್ಲಾ ಉಸ್ತುವಾರಿ ಸಚಿವರು ಎಲ್ಲಾ ಕಾಮಗಾರಿಗಳ ಪ್ರಗತಿ ಪರಿಶೀಲನೆಯನ್ನು ಮಾಡಬೇಕು. 2024-25ನೇ ಸಾಲಿನಲ್ಲಿ 205 ಯೋಜನೆಗಳ ಪೈಕಿ ಕ್ರಿಯಾಯೋಜನೆ ರೂ. 8,666.50 ಕೋಟಿ ರೂ. ಅನುದಾನ ಹಂಚಿಕೆ ಮಾಡಲಾಗಿದೆ. ಇನ್ನುಳಿದ ಮೊತ್ತ 19 ಕ್ಷೇತ್ರಗಳ ಪ್ರಸ್ತಾವನೆಗಳನ್ನು ತಕ್ಷಣ ಬಿಡುಗಡೆ ಮಾಡಬೇಕು. — [28, 962, 171, 1035]
logo-tagline: ಕನ್ನಡ ದಿನಪತ್ರಿಕೆ — [560, 100, 596, 108]
karwar-col-1 — [28, 162, 171, 520]
accused-photos — [479, 1300, 771, 1430]
banner-rule-right — [744, 500, 894, 501]
davanagere-col-4 — [778, 1062, 921, 1195]
dac-text-2b: ನವದೆಹಲಿ: ಸೇನೆಯ ಯುದ್ಧ ಸಾಮರ್ಥ್ಯವನ್ನು ಹೆಚ್ಚಿಸಲು 79,000 ಕೋಟಿ ರೂ. ಮೌಲ್ಯದ ದೀರ್ಘ ಶ್ರೇಣಿಯ ರಾಕೆಟ್‌ಗಳು, ಕ್ಷಿಪಣಿಗಳು, ರಾಡಾರ್ ವ್ಯವಸ್ಥೆಗಳು ಸೇರಿದಂತೆ ವಿವಿಧ ಮಿಲಿಟರಿ ಸಲಕರಣೆಗಳ ಖರೀದಿಗೆ ರಕ್ಷಣಾ ಸಚಿವಾಲಯ ಸೋಮವಾರ ಅನುಮೋದನೆ ನೀಡಿದೆ. ರಕ್ಷಣಾ ಸಚಿವ ರಾಜನಾಥ್ ಸಿಂಗ್ ಅವರ ಅಧ್ಯಕ್ಷತೆಯಲ್ಲಿ ನಡೆದ ರಕ್ಷಣಾ ಸ್ವಾಧೀನ ಮಂಡಳಿ (DAC) ಪ್ರಸ್ತಾವನೆಗಳಿಗೆ ಅನುಮೋದನೆ ನೀಡಿದೆ. — [479, 364, 622, 419]
dac-text-1c: ಲಾಂಗ್ ರೇಂಜ್ ರಿಮೋಟ್ಲಿ ಪೈಲೆಟೆಡ್ ಏರ್‌ಕ್ರಾಫ್ಟ್ ಸಿಸ್ಟಮ್‌ಗಳನ್ನು (HALERPAS) ಗುತ್ತಿಗೆಗೆ ಪಡೆಯಲು ಅನುಮೋದನೆ ನೀಡಲಾಗಿದೆ. ಇದು ಹಿಂದೂ ಮಹಾಸಾಗರ ಪ್ರದೇಶದಲ್ಲಿ ನಿರಂತರ ಕಣ್ಗಾವಲು ಮತ್ತು ಗುಪ್ತಚರ ಮಾಹಿತಿ ಸಂಗ್ರಹಣೆಗೆ ನೆರವಾಗಲಿದೆ. — [332, 278, 475, 315]
railway-col-2-top — [480, 582, 623, 610]
epaper-banner-text: ಇ-ಪೇಪರ್: www.munjanevarthe.com — [520, 492, 730, 507]
dac-headline-1: ಭಾರತೀಯ ಸೇನೆಗೆ 79,000 ಕೋಟಿ ರೂ. ಮೌಲ್ಯದ — [332, 120, 804, 151]
dac-text-2: ರಾಕೆಟ್ ವ್ಯವಸ್ಥೆಯ ವ್ಯಾಪ್ತಿ ಮತ್ತು ನಿಖರತೆಯನ್ನು ಹೆಚ್ಚಿಸಲು 'ಲಾಂಗ್ ರೇಂಜ್ ಗೈಡೆಡ್ ರಾಕೆಟ್'ಗಳ ಖರೀದಿಗೆ ಅನುಮೋದನೆ ನೀಡಲಾಗಿದೆ. — [479, 346, 622, 364]
newyear-body — [28, 1207, 320, 1507]
dac-text-1b: ರಾಕೆಟ್ ವ್ಯವಸ್ಥೆಯ ವ್ಯಾಪ್ತಿ ಮತ್ತು ನಿಖರತೆಯನ್ನು ಹೆಚ್ಚಿಸಲು 'ಲಾಂಗ್ ರೇಂಜ್ ಗೈಡೆಡ್ ರಾಕೆಟ್'ಗಳ ಖರೀದಿಗೆ ಅನುಮೋದನೆ ನೀಡಲಾಗಿದೆ. — [332, 251, 475, 278]
karwar-text-8: ಕರಾವಳಿ ಉತ್ಸವದಿಂದ ಸ್ಥಳೀಯ ಪ್ರತಿಭೆಗಳ ಪ್ರತಿಭಾ ಪ್ರದರ್ಶನಕ್ಕೆ ದೊಡ್ಡ ಅವಕಾಶ ನೀಡಿದಂತಾಗಿದೆ. ಈ ರೀತಿ ಪ್ರೋತ್ಸಾಹ ನೀಡುವುದರಿಂದ ಯುವ ಕಲಾವಿದರ ಬೆಳವಣಿಗೆ ಸಾಧ್ಯ ಎಂದರು. — [178, 189, 321, 217]
davanagere-text-1b: ಎಸ್‌ಪಿ ಮಾಹಿತಿ: ಪ್ರಕರಣದ ಬಗ್ಗೆ ಮಾಧ್ಯಮದವರಿಗೆ ಮಾಹಿತಿ ನೀಡಿದ ಎಸ್‌ಪಿ ಉಮಾಪ್ರಶಾಂತ್, "ಮತ್ತೆ ನಾಲ್ವರು ಆರೋಪಿಗಳ ಬಂಧನವಾಗಿದೆ. ಇದರೊಂದಿಗೆ ಬಂಧಿತರ ಸಂಖ್ಯೆ 8ಕ್ಕೆ ಏರಿಕೆ ಆಗಿದೆ. ಈಗ ಬಂಧಿತರಾದವರು ಈ ಹಿಂದೆ ಬಂಧಿಸಲ್ಪಟ್ಟವರಿಂದ ಡ್ರಗ್ಸ್ ಖರೀದಿಸುತ್ತಿದ್ದರು. ಅಲ್ಲದೆ, ಇವರು ಡ್ರಗ್ಸ್ ಸೇವನೆ ಮಾಡುತ್ತಿದ್ದರು ಎಂದು ತಿಳಿದುಬಂದಿದೆ. ಇವರನ್ನು ನ್ಯಾಯಾಂಗ ಬಂಧನಕ್ಕೆ ಒಪ್ಪಿಸಲಾಗಿದೆ. ತನಿಖೆ ಮುಂದುವರೆದಿದೆ" ಎಂದರು. — [332, 979, 475, 1044]
railway-col-1-top — [332, 582, 475, 610]
continued-badge: ಪುಟ 1ರಿಂದ — [28, 162, 61, 171]
karwar-headline: ಕಾರವಾರಕ್ಕೆ ಸೂಪರ್ ಸ್ಪೆಷಾಲಿಟಿ ಆಸ್ಪತ್ರೆ — [28, 125, 268, 149]
udupi-text-3: 108/2025 ಕಲಂ 103 ಹಾಗೂ 3(5) ಬಿಎನ್‌ಎಸ್ ಅಡಿಯಲ್ಲಿ ಪ್ರಕರಣ ದಾಖಲಾಗಿತ್ತು. ಆರೋಪಿಗಳಾದ ಮಹಮ್ಮದ್ ಫೈಜಲ್ ಖಾನ್ (27), ಮುಹಮ್ಮದ್ ಶರೀಫ್ (37) ಮತ್ತು — [627, 1256, 770, 1283]
udupi-text-4: ಒದಗಿಸಿದ್ದ ಆರೋಪಿ ಮೊಹಮ್ಮದ್ ನಿಯಾಜ್ (31)ನನ್ನು 15-12-2025 ರಂದು ದಸ್ತಗಿರಿ ಮಾಡಲಾಗಿತ್ತು. ಪ್ರಕರಣದ ಮತ್ತೋರ್ವ ಪ್ರಮುಖ ಆರೋಪಿ ವಿದೇಶದಲ್ಲಿ ತಲೆಮರೆಸಿಕೊಂಡಿದ್ದಾನೆ. ಈ ಆರೋಪಿಗಳು ಅಪರಾಧ ಹಿನ್ನೆಲೆ ಹೊಂದಿರುವುದರಿಂದ ಹಾಗೂ ಪ್ರಕರಣದ ಗಂಭೀರತೆ ಪರಿಗಣಿಸಿ, ಆರೋಪಿಗಳ ವಿರುದ್ಧ ಕೋಕಾ ಸೆಕ್ಷನ್ 3 ಅನ್ವಯಿಸಲಾಗಿದೆ. ತನಿಖೆ ಅವಧಿಯನ್ನು 90 ದಿನದಿಂದ 180 ದಿನಕ್ಕೆ ವಿಸ್ತರಿಸಲಾಗಿದೆ ಎಂದು ಎಸ್ಪಿ ತಿಳಿಸಿದ್ದಾರೆ. — [778, 1256, 921, 1320]
karwar-text-12: ಕರಾವಳಿ ಉತ್ಸವದಿಂದ ಸ್ಥಳೀಯ ಪ್ರತಿಭೆಗಳ ಪ್ರತಿಭಾ ಪ್ರದರ್ಶನಕ್ಕೆ ದೊಡ್ಡ ಅವಕಾಶ ನೀಡಿದಂತಾಗಿದೆ. ಈ ರೀತಿ ಪ್ರೋತ್ಸಾಹ ನೀಡುವುದರಿಂದ ಯುವ ಕಲಾವಿದರ ಬೆಳವಣಿಗೆ ಸಾಧ್ಯ ಎಂದರು. — [178, 318, 321, 345]
parameshwar-col-1 — [28, 596, 171, 914]
continued-badge: ಪುಟ 1ರಿಂದ — [28, 596, 61, 605]
parameshwar-headline-1: ಗೃಹಸಚಿವ ಪರಮೇಶ್ವರ್ — [98, 533, 250, 557]
karwar-text-10: ಬಳಸಿಕೊಳ್ಳಬೇಕು. ಅದನ್ನು ಸತೀಶ್ ಸೈಲ್ ಅವರು ಬಳಸಿಕೊಂಡು ಜಿಲ್ಲೆಯ ಕಲಾವಿದರು ಸೇರಿದಂತೆ ಅನೇಕರಿಗೆ ಅವಕಾಶ ಸೃಷ್ಟಿಸಿ ಕೊಟ್ಟಿದ್ದಾರೆ ಎಂದು ಹೇಳಿದರು. — [178, 254, 321, 281]
epaper-banner[interactable] — [330, 490, 920, 510]
parameshwar-text-1b: ವ್ಯವಸ್ಥಿತ ಪಿತೂರಿ ನಡೆಯುತ್ತಿದೆ.ಎ ಕೋಗಿಲು ಲೇಔಟ್‌ನಲ್ಲಿದ್ದವರಿಗೆ ಪುನರ್ವಸತಿ ಕೊಡುತ್ತಿದ್ದಾರೆ. ಆ ಜನ ಯಾರು? ಎಲ್ಲಿಯವರು ಎಂಬುದನ್ನು ಸರ್ಕಾರ ಪರಿಶೀಲನೆ ಮಾಡಿದೆಯೇ? ಬಾಂಗ್ಲಾದಿಂದ ಬಂದವರಿಗೆ ಮನೆಗಳನ್ನು ಕೊಡ್ತಿದ್ದೀರಿ, ಇದು ಸರಿಯಲ್ಲ. ಹೊರ ರಾಜ್ಯ, ಹೊರದೇಶಗಳಿಂದ ಬಂದವರಿಗೆ ಮನೆ ಕೊಡುತ್ತಿದೆ. ಸಂಶಯಾಸ್ಪದ ಕೆಲಸವನ್ನು ಸರ್ಕಾರ ಮಾಡುತ್ತಿದೆ. ಇದೇ ಸರ್ಕಾರದ ಬಿಜೆಪಿ ನಾಯಕರು ಸರ್ಕಾರದ ವಿರುದ್ಧ ಹೋರಾಟ ನಡೆಸಲಿದ್ದಾರೆ ಎಂದು ಆಕ್ರೋಶ ವ್ಯಕ್ತಪಡಿಸಿದರು. — [28, 660, 171, 733]
masthead-info — [682, 72, 930, 105]
dac-text-4b: ಲಾಂಗ್ ರೇಂಜ್ ರಿಮೋಟ್ಲಿ ಪೈಲೆಟೆಡ್ ಏರ್‌ಕ್ರಾಫ್ಟ್ ಸಿಸ್ಟಮ್‌ಗಳನ್ನು (HALERPAS) ಗುತ್ತಿಗೆಗೆ ಪಡೆಯಲು ಅನುಮೋದನೆ ನೀಡಲಾಗಿದೆ. ಇದು ಹಿಂದೂ ಮಹಾಸಾಗರ ಪ್ರದೇಶದಲ್ಲಿ ನಿರಂತರ ಕಣ್ಗಾವಲು ಮತ್ತು ಗುಪ್ತಚರ ಮಾಹಿತಿ ಸಂಗ್ರಹಣೆಗೆ ನೆರವಾಗಲಿದೆ. — [778, 260, 921, 297]
davanagere-text-4b: ದಾವಣಗೆರೆ: ಇತ್ತೀಚೆಗೆ ನಗರದಲ್ಲಿ ನಡೆದ 290 ಗ್ರಾಂ ಡ್ರಗ್ಸ್ ವಶಕ್ಕೆ ಪಡೆದ ಪ್ರಕರಣ ಸಂಬಂಧ ವಿದ್ಯಾನಗರ ಠಾಣೆ ಪೊಲೀಸರು ಮತ್ತೆ ನಾಲ್ವರು ಆರೋಪಿಗಳನ್ನು ಬಂಧಿಸಿದ್ದಾರೆ. ಈ ಮೂಲಕ ಬಂಧಿತರ ಸಂಖ್ಯೆ ಎಂಟಕ್ಕೆ ಏರಿಕೆಯಾಗಿದೆ. ಡಿಸೆಂಬರ್ 22ರಂದು (ಸೋಮವಾರ) ಡ್ರಗ್ಸ್ ಮಾರಾಟ ಮಾಡುತ್ತಿದ್ದ ಗ್ಯಾಂಗ್ ಮೇಲೆ ದಾವಣಗೆರೆ ಎಸ್‌ಪಿ ಉಮಾ ಪ್ರಶಾಂತ್ ನೇತೃತ್ವದಲ್ಲಿ ವಿದ್ಯಾನಗರ ಠಾಣೆ ಪೊಲೀಸರು ದಾಳಿ ನಡೆಸಿದ್ದರು. ಈ ವೇಳೆ, ಕಾಂಗ್ರೆಸ್ ಮುಖಂಡ ವೇದಮೂರ್ತಿ ಎಸ್.ಬಿ. (53) ಸೇರಿದಂತೆ, ರಾಜ್ಯಾಧ್ಯಕ್ಷ ಮೂಲದ ರಾಹುಲ್ ಸ್ಟಾಯಿಕ್ (33) ಘೋಲಾಪ್ (36) ಹಾಗೂ ದೇವ್ ಕಿಶನ್ (35) ಎಂಬುವರನ್ನು ಬಂಧಿಸಲಾಗಿತ್ತು. — [778, 1108, 921, 1190]
newyear-text-2: ಎಲ್ಲೆಡೆ ಡ್ರಂಕ್ ಅಂಡ್ ಡ್ರೈವ್ ತಪಾಸಣೆ: ಹೊಸ ವರ್ಷದ ಸಂಭ್ರಮದ ವೇಳೆ ಅಪಘಾತ ಚಟುವಟಿಕೆಗಳಿಗೆ ಕಡಿವಾಣ ಹಾಕಲು ನಗರದಲ್ಲಿ 166 ಕಡೆ ಡ್ರಂಕ್ ಅಂಡ್ ಡ್ರೈವ್ ತಪಾಸಣೆ ನಡೆಸಲಾಗುತ್ತಿದೆ. ಡ್ರೈವಿಂಗ್ ಲೈಸೆನ್ಸ್ ಅಮಾನತು ಸೇರಿ ಕಠಿಣ ಕ್ರಮಕ್ಕೆ ಪೊಲೀಸರು ಮುಂದಾಗಿದ್ದಾರೆ. ಎಂ.ಜಿ ರಸ್ತೆ ಮೆಟ್ರೋ ನಿಲ್ದಾಣ ಬಂದ್: ಡಿಸೆಂಬರ್ 31ರಂದು ರಾತ್ರಿ 10 ಗಂಟೆಯ ನಂತರ ಎಂ.ಜಿ ರಸ್ತೆ ಮೆಟ್ರೋ ನಿಲ್ದಾಣವನ್ನು ಬಂದ್ ಮಾಡಲಾಗುತ್ತದೆ. — [28, 1234, 320, 1262]
railway-text-4: ಒತ್ತಡವನ್ನು ಗಮನಾರ್ಹವಾಗಿ ಕಡಿಮೆ ಮಾಡುತ್ತದೆ. ಅಧಿಕ ಸೌಲಭ್ಯಗಳನ್ನು ಹೊಂದಿರುವ ಬೆಂಗಳೂರಿನ ಟರ್ಮಿನಲ್‌ಗಳು, ಬೈಯಪ್ಪನಹಳ್ಳಿಯ ಸರ್ ಎಂ ವಿಶ್ವೇಶ್ವರಯ್ಯ ಟರ್ಮಿನಲ್ ಪ್ರಸ್ತುತ ದಿನಕ್ಕೆ ಸುಮಾರು 31 ರೈಲುಗಳನ್ನು ನಿರ್ವಹಿಸುತ್ತದೆ. ಸುಧಾರಿತ ಪ್ಲಾಟ್‌ಫಾರ್ಮ್ ಟರ್ನ್ ಅರೌಂಡ್ ಬಳಕೆ, SMVB ಪ್ರಮುಖ ಟರ್ಮಿನಲ್ ಆಗಿ ಹೊರಹೊಮ್ಮುವ ನಿರೀಕ್ಷೆ ಇದೆ. ಬೆಂಗಳೂರು ಕಂಟೋನ್ಮೆಂಟ್ (BNC) ಪುನರಾಭಿವೃದ್ಧಿಯು ಮತ್ತೊಂದು ದ್ವಿತೀಯ ಟರ್ಮಿನಲ್ ಆಗಿ ಕಾರ್ಯನಿರ್ವಹಿಸುತ್ತದೆ. — [778, 582, 921, 655]
karwar-col-2 — [178, 162, 321, 520]
parameshwar-text-2: ವ್ಯವಸ್ಥಿತ ಪಿತೂರಿ ನಡೆಯುತ್ತಿದೆ.ಎ ಕೋಗಿಲು ಲೇಔಟ್‌ನಲ್ಲಿದ್ದವರಿಗೆ ಪುನರ್ವಸತಿ ಕೊಡುತ್ತಿದ್ದಾರೆ. ಆ ಜನ ಯಾರು? ಎಲ್ಲಿಯವರು ಎಂಬುದನ್ನು ಸರ್ಕಾರ ಪರಿಶೀಲನೆ ಮಾಡಿದೆಯೇ? ಬಾಂಗ್ಲಾದಿಂದ ಬಂದವರಿಗೆ ಮನೆಗಳನ್ನು ಕೊಡ್ತಿದ್ದೀರಿ, ಇದು ಸರಿಯಲ್ಲ. ಹೊರ ರಾಜ್ಯ, ಹೊರದೇಶಗಳಿಂದ ಬಂದವರಿಗೆ ಮನೆ ಕೊಡುತ್ತಿದೆ. ಸಂಶಯಾಸ್ಪದ ಕೆಲಸವನ್ನು ಸರ್ಕಾರ ಮಾಡುತ್ತಿದೆ. ಇದೇ ಸರ್ಕಾರದ ಬಿಜೆಪಿ ನಾಯಕರು ಸರ್ಕಾರದ ವಿರುದ್ಧ ಹೋರಾಟ ನಡೆಸಲಿದ್ದಾರೆ ಎಂದು ಆಕ್ರೋಶ ವ್ಯಕ್ತಪಡಿಸಿದರು. — [178, 596, 321, 669]
dac-col-2 — [479, 346, 622, 482]
parameshwar-text-1: ಬೇರೆ ತಿರುವು ಸಿಕ್ಕಿದೆ. ಪೀಣ್ಯದ ವಿಜಯನ್ ಅವರು ಇದಕ್ಕೆ ಬುಲ್ಡೋಜರ್ ನೀತಿ ಅಂತ ಲೇಬಲ್ ಹಚ್ಚಿದರು. ಆಮೇಲೆ ಅದಕ್ಕೆ ಬೇರೆ ಆಯಾಮ ಸಿಕ್ಕಿತು. ಕೃಷ್ಣಬೈರೇಗೌಡ ಅವರು ತಮಸ್ಪಷ್ಟಪಡಿಸಿದರು. ನಂತರ ವೇಣುಗೋಪಾಲ್ ಅವರು ಪುನರ್ವಸತಿಗೆ ಸೂಚನೆ ಕೊಟ್ಟರು. ಸಿಎಂ ಅದರಂತೆ ಮುಂದಾಗಿದ್ದಾರೆ ಎಂದರು. ಕೇರಳದವರು ಇಲ್ಲಿಗೆ ಸುಮ್ಮನೆ ಹಾಕಿದ್ದಾರೆ. ಪೀಣ್ಯದವರು ಇಲ್ಲಿಗ ಸುಮ್ಮನೆ ಬಂದರು. ಬೇರೆ ರಾಜ್ಯದವರು ಇಲ್ಲಿಗೆ ಬಂದು ಒತ್ತುವರಿ ಮಾಡಿ ಮನೆ ಕಟ್ಟಿಕೊಂಡಿದ್ದಾರೆ. — [28, 596, 171, 660]
newspaper-logo — [432, 70, 622, 114]
kamagari-text-2: ಕ್ರಮ ಕೈಗೊಳ್ಳಬೇಕು. ಎಲ್ಲಾ ಟೆಂಡರ್ ಪ್ರಕ್ರಿಯೆಗಳನ್ನು ಜನವರಿ 10ರೊಳಗೆ ಪೂರ್ಣಗೊಳಿಸಲು ಸಿಎಂ ಸೂಚನೆ ನೀಡಿದರು. ರೈಲ್ವೆ ಕಾಮಗಾರಿಗಳಿಗೆ ಬಾಕಿಯಿರುವ ಭೂಸ್ವಾಧೀನ ಪ್ರಕ್ರಿಯೆಯನ್ನು ಆದ್ಯತೆ ಮೇರೆಗೆ ಪೂರ್ಣಗೊಳಿಸಬೇಕು. ಕಡೂರು-ಬಾಗಲಕೋಟೆ, ತುಮಕೂರು-ದಾವಣಗೆರೆ, ಬೆಳಗಾವಿ-ಧಾರವಾಡ, ಶಿವಮೊಗ್ಗ-ರಾಣೆಬೆನ್ನೂರು ಮಾರ್ಗಗಳ ಕಾಮಗಾರಿ ನಿರ್ಮಾಣ ಕಾಮಗಾರಿ ಚುರುಕುಗೊಳಿಸಲು ಸೂಚಿಸಿದರು. — [178, 962, 321, 1026]
parameshwar-headline-2: ರಾಜೀನಾಮೆಗೆ ಬಿಜೆಪಿ ಒತ್ತಾಯ — [76, 561, 272, 585]
dac-col-3 — [627, 346, 770, 482]
banner-rule-left — [356, 500, 506, 501]
karwar-text-9: ನಿಮಗಾಗಿ ಪ್ರತ್ಯೇಕ ಪ್ರವಾಸೋದ್ಯಮ ನೀತಿ ಮಾಡಿ ಉದ್ಯೋಗ ಸೃಷ್ಟಿ ಮಾಡುತ್ತೇವೆ. ಯುವ ಜನರ ವಲಸೆ ತಪ್ಪಿಸುತ್ತೇವೆ. ಮನೆ ಬಾಗಿಲಲ್ಲಿ ಉದ್ಯೋಗ ನೀಡುತ್ತೇವೆ. ಜನವರಿ 10 ರಂದು ಮಂಗಳೂರಿನಲ್ಲಿ ಸಭೆ ನಡೆಸಲಾಗುತ್ತಿದೆ. — [178, 217, 321, 253]
udupi-headline: ಉಡುಪಿ: ಬಸ್ ಮಾಲೀಕ ಸೈಫುದ್ದೀನ್ ಕೊಲೆ; 6 ಆರೋಪಿಗಳ ವಿರುದ್ಧ ಕೋಕಾ ಕೇಸ್ — [332, 1220, 836, 1242]
dac-headline-2: "ಆಧುನಿಕ ಶಸ್ತ್ರಾಸ್ತ್ರ" ಖರೀದಿಗೆ DAC ಅನುಮೋದನೆ! — [332, 155, 797, 186]
section-rule — [330, 852, 920, 853]
section-rule — [28, 1149, 320, 1150]
udupi-col-3b — [627, 1436, 770, 1508]
railway-col-1 — [332, 781, 475, 843]
railway-text-3: ಆರು ಸ್ಟೇಬಲ್ ಲೈನ್‌ಗಳು ಮತ್ತು ಐದು ಪಿಟ್ ಲೈನ್‌ಗಳು ಕಾರ್ಯನಿರ್ವಹಿಸುತ್ತವೆ. ಇದಕ್ಕಾಗಿ ಸ್ವಯಂಚಾಲಿತ ಸಿಗ್ನಲಿಂಗ್ ನಿಯೋಜನೆ ಮಾಡಲಾಗಿದೆ. ಪ್ರತಿದಿನ ಸುಮಾರು 106 ರೈಲುಗಳನ್ನು ನಿರ್ವಹಿಸುವ ಯಶವಂತಪುರ ಜಂಕ್ಷನ್ (ವೈಪಿಆರ್) ಅನ್ನು ಪ್ರಮುಖ ದ್ವಿತೀಯ ಟರ್ಮಿನಲ್ ಆಗಿ ಬಲಪಡಿಸಲಾಗುತ್ತಿದೆ. ಈ ನಿಟ್ಟಿನಲ್ಲಿ YPR ಹೆಚ್ಚಿನ ಸೇವೆಗಳನ್ನು ಆರಂಭಿಸಲು ಮತ್ತು ಕೊನೆಗೊಳಿಸಲು ಅನುವು ಮಾಡಿಕೊಡುತ್ತದೆ, ಇದು SBC ಮೇಲಿನ — [627, 582, 770, 646]
